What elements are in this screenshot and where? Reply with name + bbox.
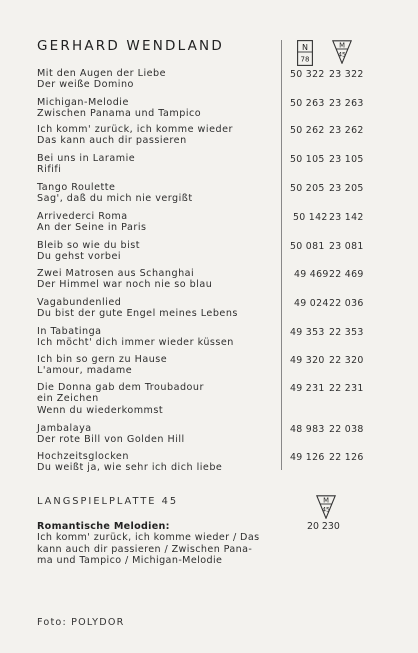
n78-logo-bottom: 78 [300, 55, 310, 64]
song-title-b: Du weißt ja, wie sehr ich dich liebe [37, 462, 223, 474]
song-title-b: Sag', daß du mich nie vergißt [37, 193, 193, 205]
catalog-number-78: 50 142 [293, 212, 328, 223]
catalog-number-78: 50 322 [290, 69, 325, 80]
song-entry [37, 423, 281, 446]
m45-logo-top: M [339, 41, 345, 50]
song-title-b: Das kann auch dir passieren [37, 135, 187, 147]
n78-logo-top: N [302, 43, 308, 52]
catalog-number-78: 49 320 [290, 355, 325, 366]
song-title-a: Michigan-Melodie [37, 97, 129, 108]
song-title-a: Zwei Matrosen aus Schanghai [37, 268, 195, 279]
m45-logo-bottom: 45 [338, 51, 346, 59]
catalog-number-78: 50 263 [290, 98, 325, 109]
song-entry [37, 240, 281, 263]
catalog-number-78: 50 262 [290, 125, 325, 136]
n78-logo-icon [297, 40, 313, 66]
song-title-a: Ich komm' zurück, ich komme wieder [37, 124, 233, 135]
catalog-number-45: 23 105 [329, 154, 364, 165]
column-divider [281, 40, 282, 470]
catalog-number-78: 49 469 [294, 269, 329, 280]
catalog-number-78: 49 353 [290, 327, 325, 338]
song-entry [37, 354, 281, 377]
song-entry [37, 68, 281, 91]
catalog-number-45: 23 262 [329, 125, 364, 136]
song-title-b: Der rote Bill von Golden Hill [37, 434, 185, 446]
song-title-a: Bleib so wie du bist [37, 240, 141, 251]
song-title-a: Arrivederci Roma [37, 211, 128, 222]
song-title-a: Vagabundenlied [37, 297, 122, 308]
catalog-number-78: 50 205 [290, 183, 325, 194]
song-title-a: Bei uns in Laramie [37, 153, 136, 164]
catalog-number-78: 49 126 [290, 452, 325, 463]
catalog-number-45: 22 320 [329, 355, 364, 366]
song-title-a: Ich bin so gern zu Hause [37, 354, 168, 365]
song-entry [37, 211, 281, 234]
song-entry [37, 268, 281, 291]
song-title-b: L'amour, madame [37, 365, 133, 377]
catalog-number-45: 22 353 [329, 327, 364, 338]
catalog-number-78: 48 983 [290, 424, 325, 435]
song-entry [37, 182, 281, 205]
lp-logo-top: M [323, 496, 329, 505]
artist-name: GERHARD WENDLAND [37, 38, 224, 54]
lp-heading: LANGSPIELPLATTE 45 [37, 496, 179, 507]
song-entry [37, 297, 281, 320]
catalog-number-45: 22 126 [329, 452, 364, 463]
lp-m45-logo-icon [316, 495, 336, 519]
lp-catalog-number: 20 230 [307, 521, 340, 532]
song-title-b: ein Zeichen [37, 393, 99, 405]
lp-logo-bottom: 45 [322, 506, 330, 514]
song-title-a: Mit den Augen der Liebe [37, 68, 167, 79]
lp-text-line: kann auch dir passieren / Zwischen Pana- [37, 543, 253, 555]
catalog-number-45: 22 036 [329, 298, 364, 309]
catalog-number-78: 50 105 [290, 154, 325, 165]
song-entry [37, 153, 281, 176]
catalog-number-45: 23 081 [329, 241, 364, 252]
lp-title: Romantische Melodien: [37, 521, 170, 532]
catalog-number-45: 22 231 [329, 383, 364, 394]
song-title-b: Du bist der gute Engel meines Lebens [37, 308, 238, 320]
catalog-number-45: 23 263 [329, 98, 364, 109]
lp-text-line: Ich komm' zurück, ich komme wieder / Das [37, 532, 260, 544]
catalog-number-45: 22 038 [329, 424, 364, 435]
song-title-a: In Tabatinga [37, 326, 102, 337]
song-title-a: Jambalaya [37, 423, 92, 434]
catalog-number-45: 22 469 [329, 269, 364, 280]
song-title-b: Du gehst vorbei [37, 251, 122, 263]
song-title-a: Tango Roulette [37, 182, 116, 193]
song-entry [37, 382, 281, 416]
photo-credit: Foto: POLYDOR [37, 617, 125, 628]
song-title-b: An der Seine in Paris [37, 222, 147, 234]
song-title-b: Zwischen Panama und Tampico [37, 108, 202, 120]
song-title-b: Der Himmel war noch nie so blau [37, 279, 213, 291]
catalog-number-78: 49 024 [294, 298, 329, 309]
song-title-b: Wenn du wiederkommst [37, 404, 164, 416]
song-title-b: Rififi [37, 164, 62, 176]
song-title-a: Die Donna gab dem Troubadour [37, 382, 204, 393]
catalog-number-45: 23 142 [329, 212, 364, 223]
song-entry [37, 97, 281, 120]
catalog-number-78: 50 081 [290, 241, 325, 252]
catalog-number-45: 23 205 [329, 183, 364, 194]
song-title-b: Ich möcht' dich immer wieder küssen [37, 337, 234, 349]
m45-logo-icon [332, 40, 352, 64]
song-entry [37, 124, 281, 147]
catalog-number-45: 23 322 [329, 69, 364, 80]
song-title-a: Hochzeitsglocken [37, 451, 129, 462]
song-entry [37, 326, 281, 349]
song-title-b: Der weiße Domino [37, 79, 134, 91]
lp-text-line: ma und Tampico / Michigan-Melodie [37, 555, 223, 567]
catalog-number-78: 49 231 [290, 383, 325, 394]
song-entry [37, 451, 281, 474]
lp-description [37, 521, 287, 567]
